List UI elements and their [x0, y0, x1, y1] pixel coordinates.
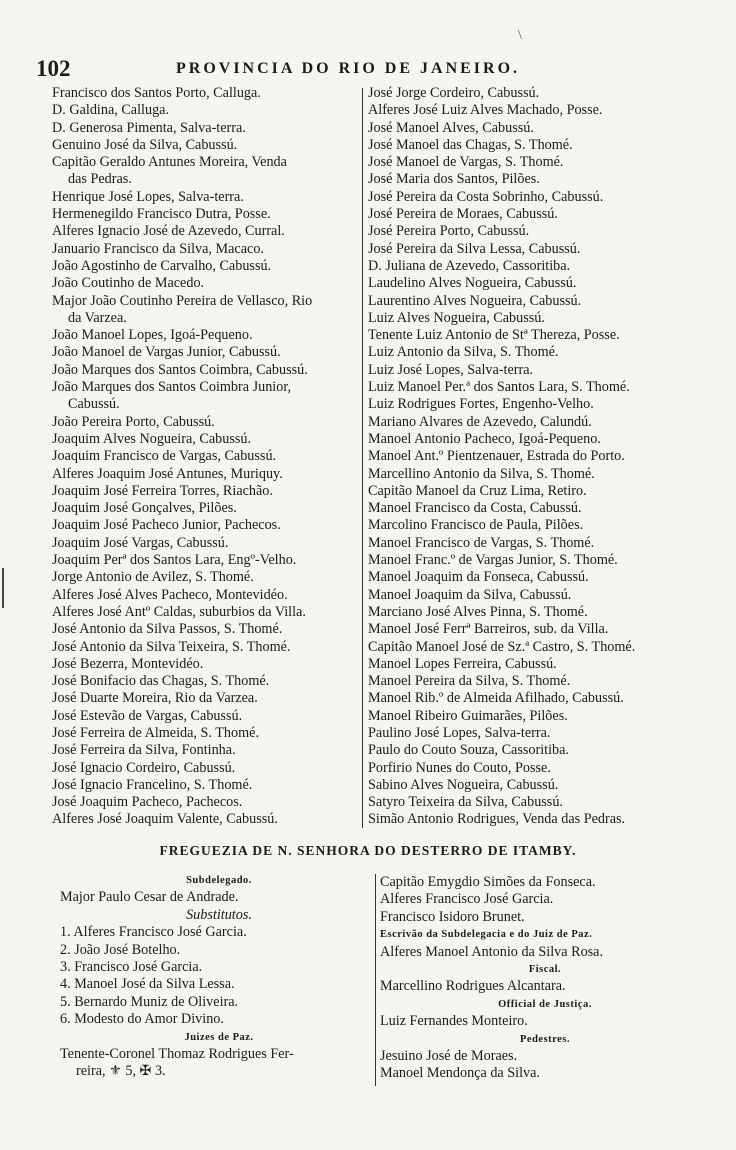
list-item: Luiz Alves Nogueira, Cabussú. — [368, 309, 545, 326]
list-item: José Estevão de Vargas, Cabussú. — [52, 707, 243, 724]
list-item: Simão Antonio Rodrigues, Venda das Pedras. — [368, 811, 626, 828]
fiscal-heading: Fiscal. — [528, 964, 562, 976]
list-item: José Pereira de Moraes, Cabussú. — [368, 206, 558, 223]
list-item: D. Galdina, Calluga. — [52, 102, 170, 119]
list-item: Capitão Geraldo Antunes Moreira, Venda — [52, 154, 287, 171]
list-item: Alferes Francisco José Garcia. — [380, 891, 554, 908]
page-header — [36, 56, 716, 86]
list-item: Manoel Ribeiro Guimarães, Pilões. — [368, 707, 568, 724]
list-item: José Antonio da Silva Teixeira, S. Thomé. — [52, 638, 291, 655]
list-item-continuation: Cabussú. — [68, 396, 120, 413]
substitutos-heading: Substitutos. — [186, 906, 252, 923]
list-item: Alferes José Antº Caldas, suburbios da Villa. — [52, 603, 306, 620]
list-item: João Agostinho de Carvalho, Cabussú. — [52, 257, 272, 274]
column-divider — [362, 88, 363, 828]
list-item: José Manoel de Vargas, S. Thomé. — [368, 154, 564, 171]
list-item: Manoel Francisco de Vargas, S. Thomé. — [368, 534, 595, 551]
subdelegado-heading: Subdelegado. — [186, 875, 252, 886]
list-item: José Ignacio Cordeiro, Cabussú. — [52, 759, 236, 776]
list-item: Hermenegildo Francisco Dutra, Posse. — [52, 206, 271, 223]
list-item: Jesuino José de Moraes. — [380, 1048, 518, 1065]
list-item: José Ferreira da Silva, Fontinha. — [52, 742, 236, 759]
list-item: Manoel Antonio Pacheco, Igoá-Pequeno. — [368, 430, 601, 447]
list-item: Luiz Rodrigues Fortes, Engenho-Velho. — [368, 396, 594, 413]
fiscal-name: Marcellino Rodrigues Alcantara. — [380, 978, 566, 995]
list-item: Francisco dos Santos Porto, Calluga. — [52, 85, 261, 101]
list-item-continuation: das Pedras. — [68, 171, 132, 188]
list-item: João Marques dos Santos Coimbra, Cabussú. — [52, 361, 308, 378]
list-item: Manoel Rib.º de Almeida Afilhado, Cabussú. — [368, 690, 624, 707]
escrivao-name: Alferes Manoel Antonio da Silva Rosa. — [380, 943, 604, 960]
list-item: José Ignacio Francelino, S. Thomé. — [52, 776, 253, 793]
list-item: Manoel José Ferrª Barreiros, sub. da Villa. — [368, 621, 609, 638]
scan-mark: \ — [518, 28, 522, 43]
list-item: Manoel Francisco da Costa, Cabussú. — [368, 500, 582, 517]
list-item: Major João Coutinho Pereira de Vellasco, Rio — [52, 292, 313, 309]
list-item: José Jorge Cordeiro, Cabussú. — [368, 85, 540, 101]
list-item: 5. Bernardo Muniz de Oliveira. — [60, 993, 239, 1010]
list-item: José Joaquim Pacheco, Pachecos. — [52, 794, 243, 811]
list-item: José Antonio da Silva Passos, S. Thomé. — [52, 621, 283, 638]
list-item: D. Juliana de Azevedo, Cassoritiba. — [368, 257, 571, 274]
juiz-line-continuation: reira, ⚜ 5, ✠ 3. — [76, 1063, 166, 1080]
subdelegado-name: Major Paulo Cesar de Andrade. — [60, 889, 239, 906]
list-item: Paulo do Couto Souza, Cassoritiba. — [368, 742, 569, 759]
list-item: 2. João José Botelho. — [60, 941, 181, 958]
list-item: João Manoel Lopes, Igoá-Pequeno. — [52, 327, 253, 344]
list-item: Joaquim Francisco de Vargas, Cabussú. — [52, 448, 277, 465]
juizes-heading: Juizes de Paz. — [184, 1031, 254, 1043]
list-item: José Manoel Alves, Cabussú. — [368, 119, 534, 136]
list-item: D. Generosa Pimenta, Salva-terra. — [52, 119, 246, 136]
official-name: Luiz Fernandes Monteiro. — [380, 1013, 528, 1030]
list-item: 3. Francisco José Garcia. — [60, 959, 203, 976]
section-right-column — [380, 874, 710, 1083]
list-item: José Pereira da Silva Lessa, Cabussú. — [368, 240, 581, 257]
list-item: Genuino José da Silva, Cabussú. — [52, 136, 238, 153]
list-item: Manoel Joaquim da Silva, Cabussú. — [368, 586, 572, 603]
list-item: Laurentino Alves Nogueira, Cabussú. — [368, 292, 582, 309]
list-item: Mariano Alvares de Azevedo, Calundú. — [368, 413, 592, 430]
list-item: Joaquim Perª dos Santos Lara, Engº-Velho. — [52, 552, 297, 569]
list-item: Laudelino Alves Nogueira, Cabussú. — [368, 275, 577, 292]
list-item: Joaquim José Ferreira Torres, Riachão. — [52, 482, 273, 499]
list-item: Alferes Joaquim José Antunes, Muriquy. — [52, 465, 283, 482]
list-item: Joaquim Alves Nogueira, Cabussú. — [52, 430, 251, 447]
list-item: Alferes José Alves Pacheco, Montevidéo. — [52, 586, 288, 603]
list-item: Capitão Manoel da Cruz Lima, Retiro. — [368, 482, 587, 499]
list-item: Marcellino Antonio da Silva, S. Thomé. — [368, 465, 595, 482]
left-column — [52, 85, 362, 829]
list-item: João Pereira Porto, Cabussú. — [52, 413, 215, 430]
list-item: José Pereira Porto, Cabussú. — [368, 223, 530, 240]
list-item: Satyro Teixeira da Silva, Cabussú. — [368, 794, 563, 811]
list-item: João Marques dos Santos Coimbra Junior, — [52, 379, 292, 396]
list-item: Joaquim José Gonçalves, Pilões. — [52, 500, 237, 517]
official-heading: Official de Justiça. — [498, 998, 592, 1010]
list-item: José Bonifacio das Chagas, S. Thomé. — [52, 673, 270, 690]
list-item: João Manoel de Vargas Junior, Cabussú. — [52, 344, 281, 361]
scan-mark — [2, 568, 4, 608]
list-item: 1. Alferes Francisco José Garcia. — [60, 924, 247, 941]
list-item: Januario Francisco da Silva, Macaco. — [52, 240, 264, 257]
pedestres-heading: Pedestres. — [520, 1033, 570, 1045]
right-column — [368, 85, 698, 829]
list-item: José Manoel das Chagas, S. Thomé. — [368, 136, 573, 153]
list-item: Luiz Manoel Per.ª dos Santos Lara, S. Thomé. — [368, 379, 630, 396]
list-item: Manoel Pereira da Silva, S. Thomé. — [368, 673, 571, 690]
list-item: João Coutinho de Macedo. — [52, 275, 205, 292]
list-item-continuation: da Varzea. — [68, 309, 127, 326]
list-item: Francisco Isidoro Brunet. — [380, 908, 525, 925]
list-item: 6. Modesto do Amor Divino. — [60, 1011, 224, 1028]
list-item: Manoel Mendonça da Silva. — [380, 1065, 540, 1082]
list-item: José Bezerra, Montevidéo. — [52, 655, 204, 672]
juiz-line: Tenente-Coronel Thomaz Rodrigues Fer- — [60, 1046, 294, 1063]
list-item: José Ferreira de Almeida, S. Thomé. — [52, 724, 259, 741]
list-item: Luiz José Lopes, Salva-terra. — [368, 361, 534, 378]
list-item: Jorge Antonio de Avilez, S. Thomé. — [52, 569, 254, 586]
list-item: Luiz Antonio da Silva, S. Thomé. — [368, 344, 559, 361]
section-left-column — [60, 872, 378, 1081]
list-item: Alferes Ignacio José de Azevedo, Curral. — [52, 223, 285, 240]
running-title: PROVINCIA DO RIO DE JANEIRO. — [176, 60, 521, 77]
list-item: 4. Manoel José da Silva Lessa. — [60, 976, 235, 993]
list-item: Manoel Franc.º de Vargas Junior, S. Thomé. — [368, 552, 618, 569]
list-item: Henrique José Lopes, Salva-terra. — [52, 188, 244, 205]
list-item: José Maria dos Santos, Pilões. — [368, 171, 540, 188]
list-item: Marcolino Francisco de Paula, Pilões. — [368, 517, 584, 534]
list-item: José Duarte Moreira, Rio da Varzea. — [52, 690, 258, 707]
list-item: Porfirio Nunes do Couto, Posse. — [368, 759, 551, 776]
list-item: Marciano José Alves Pinna, S. Thomé. — [368, 603, 588, 620]
list-item: Joaquim José Pacheco Junior, Pachecos. — [52, 517, 281, 534]
list-item: Paulino José Lopes, Salva-terra. — [368, 724, 551, 741]
escrivao-heading: Escrivão da Subdelegacia e do Juiz de Paz. — [380, 929, 593, 941]
list-item: Joaquim José Vargas, Cabussú. — [52, 534, 229, 551]
list-item: José Pereira da Costa Sobrinho, Cabussú. — [368, 188, 604, 205]
list-item: Manoel Lopes Ferreira, Cabussú. — [368, 655, 557, 672]
list-item: Capitão Emygdio Simões da Fonseca. — [380, 874, 596, 890]
list-item: Tenente Luiz Antonio de Stª Thereza, Posse. — [368, 327, 620, 344]
list-item: Sabino Alves Nogueira, Cabussú. — [368, 776, 559, 793]
list-item: Capitão Manoel José de Sz.ª Castro, S. Thomé. — [368, 638, 636, 655]
list-item: Alferes José Luiz Alves Machado, Posse. — [368, 102, 603, 119]
page-number: 102 — [36, 56, 71, 81]
list-item: Manoel Ant.º Pientzenauer, Estrada do Porto. — [368, 448, 625, 465]
list-item: Manoel Joaquim da Fonseca, Cabussú. — [368, 569, 589, 586]
list-item: Alferes José Joaquim Valente, Cabussú. — [52, 811, 278, 828]
section-title: FREGUEZIA DE N. SENHORA DO DESTERRO DE ITAMBY. — [159, 843, 577, 858]
